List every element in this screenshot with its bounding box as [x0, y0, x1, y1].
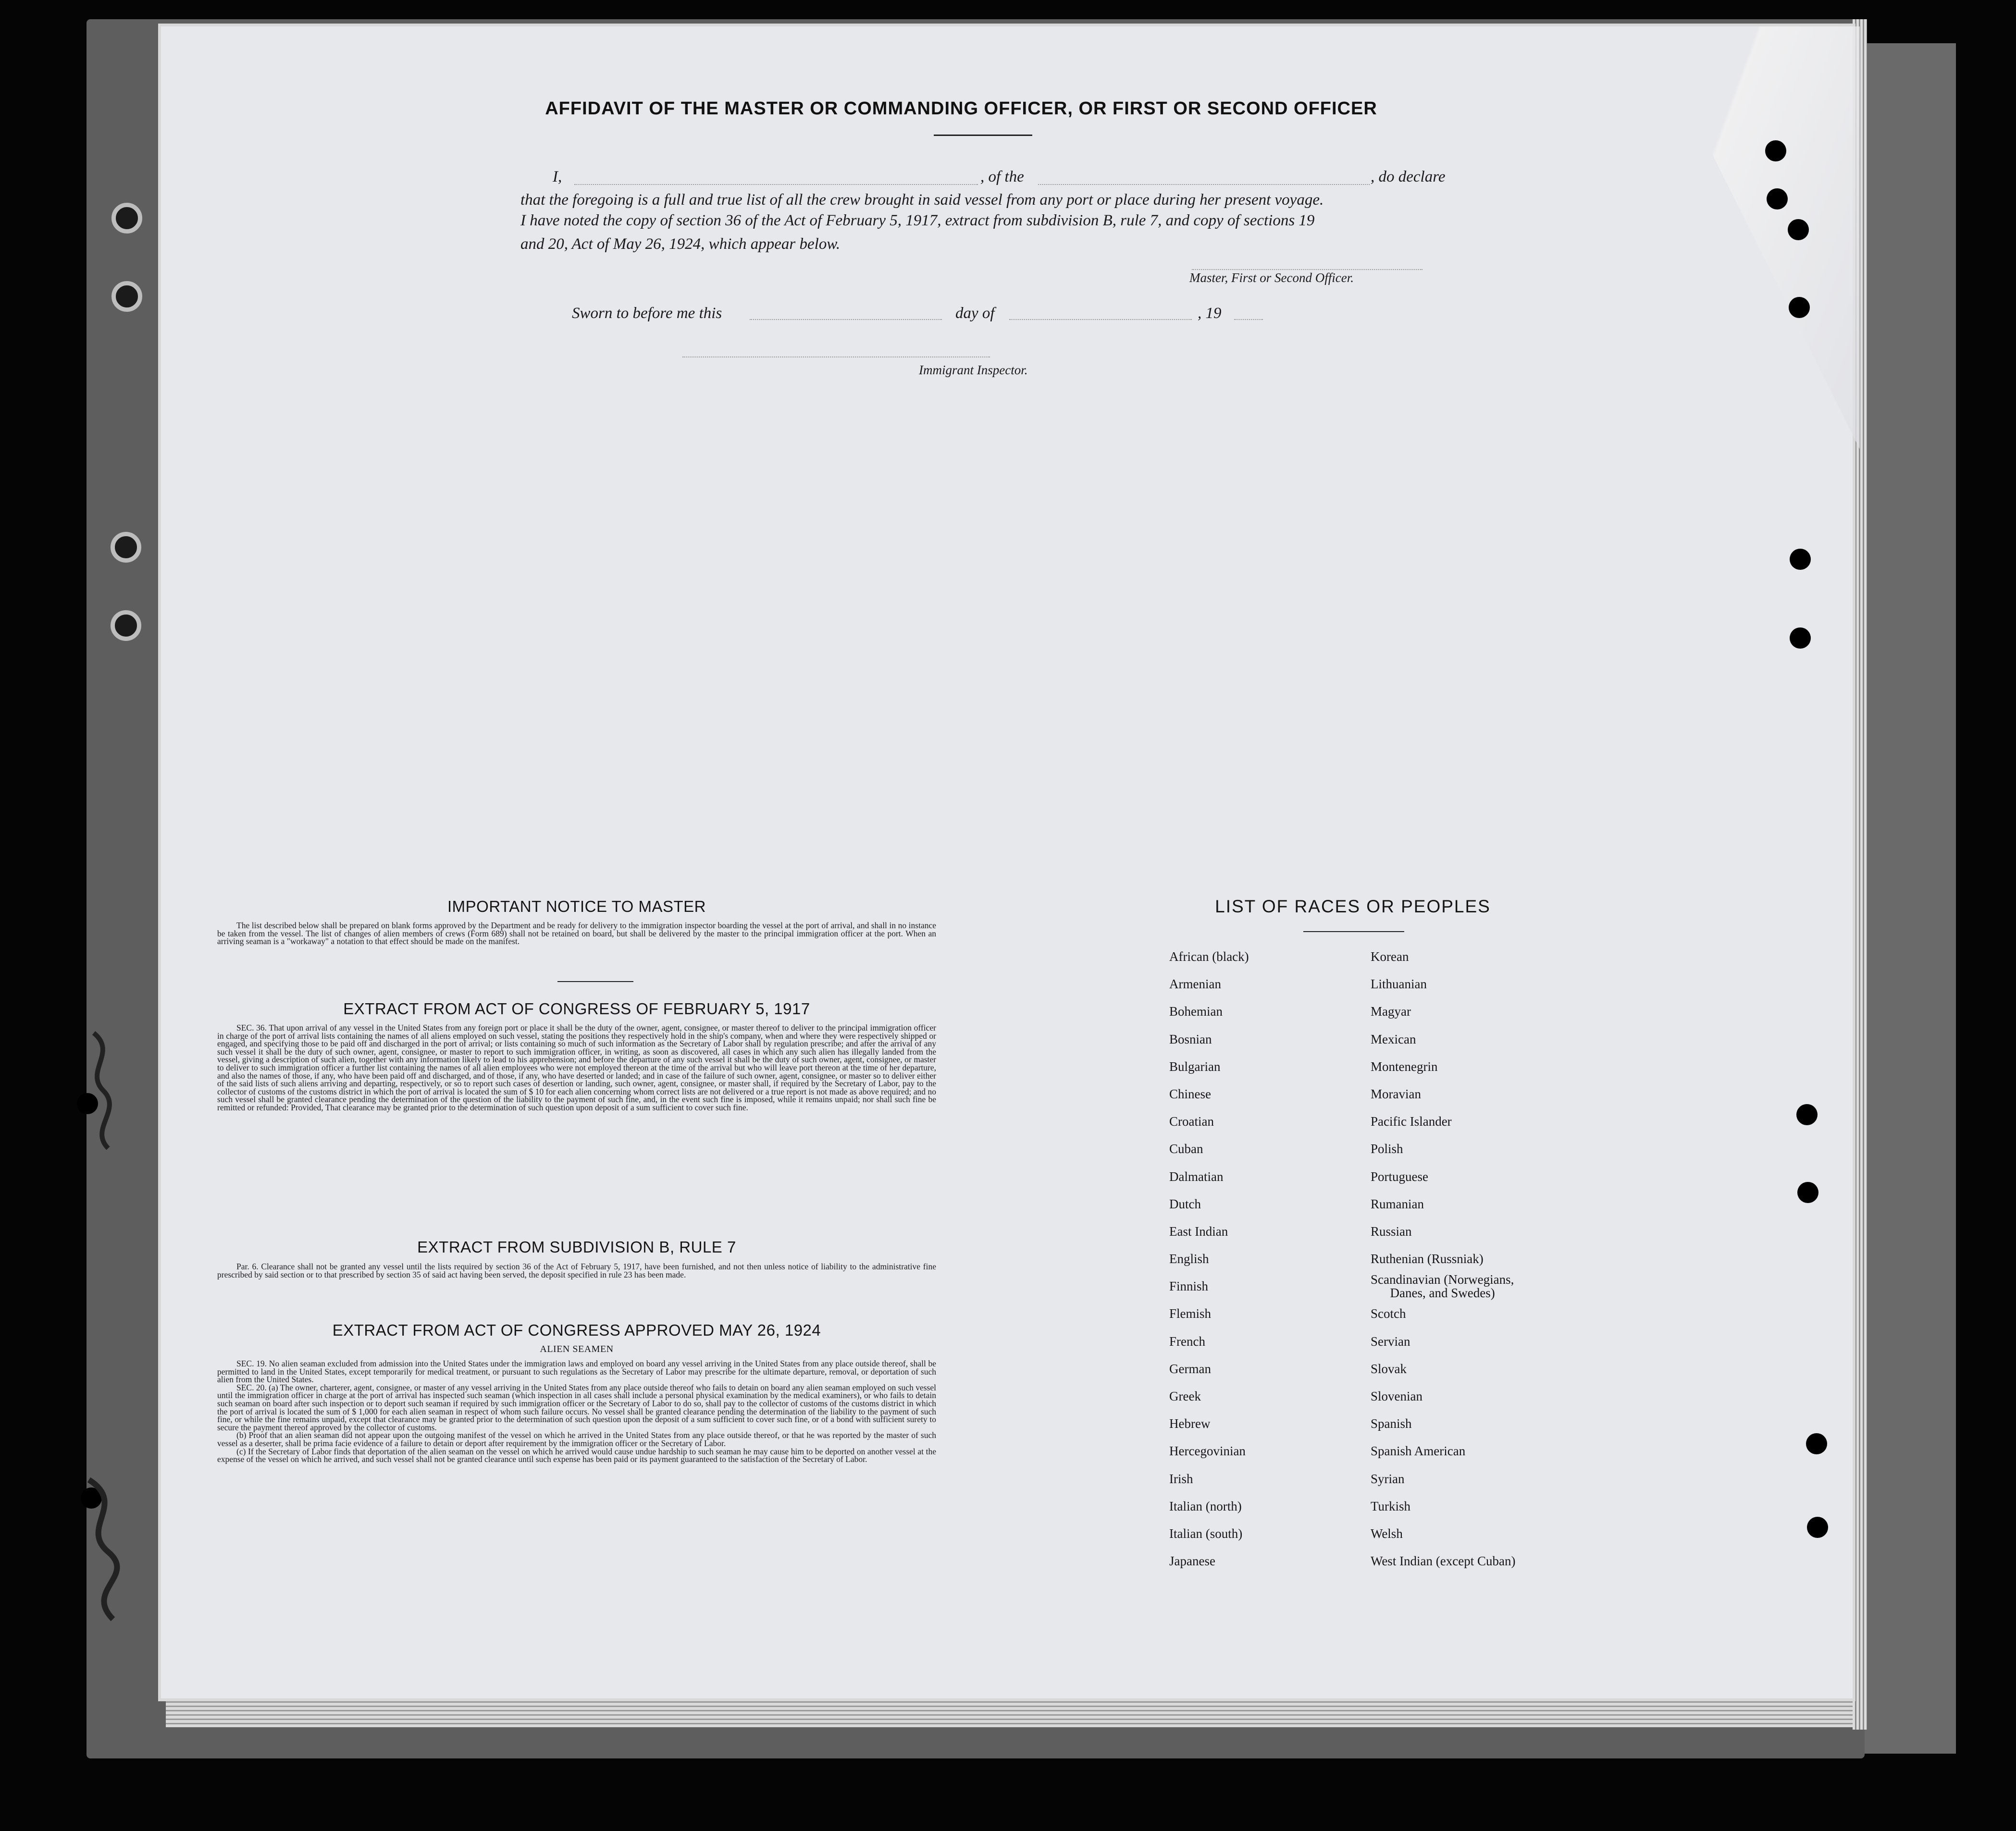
year-blank-line	[1234, 319, 1263, 320]
title-underline	[934, 135, 1032, 136]
punch-hole	[1797, 1182, 1818, 1203]
sec19-paragraph: SEC. 19. No alien seaman excluded from admission into the United States under the immigration laws and employed on board any vessel arriving in the United States from any place outside thereof, shall be permitted to land in the United States, except temporarily for medical treatment, or pursuant to such regulations as the Secretary of Labor may prescribe for the ultimate departure, removal, or deportation of such alien from the United States.	[217, 1359, 936, 1385]
sec20b-paragraph: (b) Proof that an alien seaman did not appear upon the outgoing manifest of the vessel on which he arrived in the United States from any place outside thereof, or that he was reported by the master of such vessel as a deserter, shall be prima facie evidence of a failure to detain or deport after requirement by the immigration officer or the Secretary of Labor.	[217, 1430, 936, 1448]
affidavit-body-line2: that the foregoing is a full and true list of all the crew brought in said vessel from any port or place during her present voyage.	[520, 191, 1324, 209]
punch-hole	[1788, 219, 1809, 240]
race-item: Slovak	[1371, 1361, 1407, 1376]
race-item: Magyar	[1371, 1004, 1411, 1019]
rule7-paragraph: Par. 6. Clearance shall not be granted any vessel until the lists required by section 36 of the Act of February 5, 1917, have been furnished, and not then unless notice of liability to the administrative fine prescribed by said section or to that prescribed by section 35 of said act having been served, the deposit specified in rule 23 has been made.	[217, 1262, 936, 1279]
race-item: Polish	[1371, 1142, 1403, 1156]
race-item: Italian (north)	[1169, 1499, 1242, 1513]
race-item: Welsh	[1371, 1526, 1403, 1541]
race-item: Russian	[1371, 1224, 1412, 1239]
affidavit-title: AFFIDAVIT OF THE MASTER OR COMMANDING OFFICER, OR FIRST OR SECOND OFFICER	[545, 98, 1377, 119]
race-item: Bulgarian	[1169, 1059, 1221, 1074]
race-item: Dutch	[1169, 1196, 1201, 1211]
race-item: Scotch	[1371, 1306, 1406, 1321]
punch-hole	[1807, 1517, 1828, 1538]
race-item: Pacific Islander	[1371, 1114, 1452, 1129]
sec20a-paragraph: SEC. 20. (a) The owner, charterer, agent, consignee, or master of any vessel arriving in the United States from any place outside thereof who fails to detain on board any alien seaman employed on such vessel until the immigration officer in charge at the port of arrival has inspected such seaman (which inspection in all cases shall include a personal physical examination by the medical examiners), or who fails to detain such seaman on board after such inspection or to deport such seaman if required by such immigration officer or the Secretary of Labor to do so, shall pay to the collector of customs of the customs district in which the port of arrival is located the sum of $ 1,000 for each alien seaman in respect of whom such failure occurs. No vessel shall be granted clearance pending the determination of the liability to the payment of such fine, or while the fine remains unpaid, except that clearance may be granted prior to the determination of such question upon the deposit of a sum sufficient to cover such fine, or of a bond with sufficient surety to secure the payment thereof approved by the collector of customs.	[217, 1382, 936, 1432]
notice-paragraph: The list described below shall be prepared on blank forms approved by the Department and be ready for delivery to the immigration inspector boarding the vessel at the port of arrival, and shall in no instance be taken from the vessel. The list of changes of alien members of crews (Form 689) shall not be retained on board, but shall be delivered by the master to the principal immigration officer at the port. When an arriving seaman is a "workaway" a notation to that effect should be made on the manifest.	[217, 921, 936, 946]
race-item: West Indian (except Cuban)	[1371, 1554, 1516, 1569]
race-item: Lithuanian	[1371, 977, 1427, 992]
sworn-month-line	[1009, 319, 1192, 320]
extract-1917-paragraph: SEC. 36. That upon arrival of any vessel in the United States from any foreign port or place it shall be the duty of the owner, agent, consignee, or master thereof to deliver to the principal immigration officer in charge of the port of arrival lists containing the names of all aliens employed on such vessel, stating the positions they respectively hold in the ship's company, when and where they were respectively shipped or engaged, and specifying those to be paid off and discharged in the port of arrival; or lists containing so much of such information as the Secretary of Labor shall by regulation prescribe; and after the arrival of any such vessel it shall be the duty of such owner, agent, consignee, or master to report to such immigration officer, in writing, as soon as discovered, all cases in which any such alien has illegally landed from the vessel, giving a description of such alien, together with any information likely to lead to his apprehension; and before the departure of any such vessel it shall be the duty of such owner, agent, consignee, or master to deliver to such immigration officer a further list containing the names of all alien employees who were not employed thereon at the time of the arrival but who will leave port thereon at the time of her departure, and also the names of those, if any, who have been paid off and discharged, and of those, if any, who have deserted or landed; and in case of the failure of such owner, agent, consignee, or master so to deliver either of the said lists of such aliens arriving and departing, respectively, or so to report such cases of desertion or landing, such owner, agent, consignee, or master shall, if required by the Secretary of Labor, pay to the collector of customs of the customs district in which the port of arrival is located the sum of $ 10 for each alien concerning whom correct lists are not delivered or a true report is not made as above required; and no such vessel shall be granted clearance pending the determination of the question of the liability to the payment of such fine, and, in the event such fine is imposed, while it remains unpaid; nor shall such fine be remitted or refunded: Provided, That clearance may be granted prior to the determination of such question upon deposit of a sum sufficient to cover such fine.	[217, 1023, 936, 1112]
race-item: Cuban	[1169, 1142, 1203, 1156]
punch-hole	[1767, 188, 1788, 209]
race-item: Bohemian	[1169, 1004, 1223, 1019]
vessel-blank-line	[1038, 184, 1370, 185]
races-title: LIST OF RACES OR PEOPLES	[1215, 897, 1491, 916]
race-item: Japanese	[1169, 1554, 1215, 1569]
affidavit-of-the-label: , of the	[980, 168, 1024, 185]
race-item: French	[1169, 1334, 1205, 1349]
year-label: , 19	[1198, 305, 1222, 322]
race-item: Ruthenian (Russniak)	[1371, 1252, 1484, 1266]
sec20c-paragraph: (c) If the Secretary of Labor finds that deportation of the alien seaman on the vessel on which he arrived would cause undue hardship to such seaman he may cause him to be deported on another vessel at the expense of the vessel on which he arrived, and such vessel shall not be granted clearance until such expense has been paid or its payment guaranteed to the satisfaction of the Secretary of Labor.	[217, 1446, 936, 1464]
affidavit-body-line3: I have noted the copy of section 36 of the Act of February 5, 1917, extract from subdivision B, rule 7, and copy of sections 19	[520, 212, 1315, 229]
ring-hole	[111, 610, 141, 641]
affidavit-i-label: I,	[553, 168, 562, 185]
signature-line	[1192, 269, 1422, 270]
race-item: Chinese	[1169, 1086, 1211, 1101]
race-item: Korean	[1371, 949, 1409, 964]
race-item: Greek	[1169, 1389, 1201, 1403]
race-item: Servian	[1371, 1334, 1410, 1349]
affidavit-body-line4: and 20, Act of May 26, 1924, which appear below.	[520, 235, 841, 253]
race-item: Spanish	[1371, 1416, 1412, 1431]
extract-1924-text	[217, 1360, 936, 1463]
race-item: Turkish	[1371, 1499, 1411, 1513]
race-item: Hercegovinian	[1169, 1444, 1246, 1459]
alien-seamen-subtitle: ALIEN SEAMEN	[540, 1344, 614, 1354]
race-item: Portuguese	[1371, 1169, 1428, 1184]
punch-hole	[1790, 549, 1811, 570]
signature-label: Master, First or Second Officer.	[1189, 270, 1354, 285]
section-divider	[557, 981, 633, 982]
races-column-1	[1169, 943, 1249, 1575]
handwritten-marks	[74, 1023, 132, 1658]
sworn-label: Sworn to before me this	[572, 305, 722, 322]
race-item: Mexican	[1371, 1032, 1416, 1046]
races-column-2	[1371, 943, 1515, 1575]
race-item: English	[1169, 1252, 1209, 1266]
ring-hole	[111, 203, 142, 233]
punch-hole	[1789, 297, 1810, 318]
affidavit-declare-label: , do declare	[1371, 168, 1446, 185]
notice-text	[217, 922, 936, 946]
extract-1924-title: EXTRACT FROM ACT OF CONGRESS APPROVED MAY 26, 1924	[332, 1321, 821, 1339]
ring-hole	[111, 281, 142, 312]
race-item: Rumanian	[1371, 1196, 1424, 1211]
rule7-text	[217, 1263, 936, 1278]
race-item: Croatian	[1169, 1114, 1214, 1129]
day-of-label: day of	[955, 305, 995, 322]
punch-hole	[1806, 1433, 1827, 1454]
backing-sheet-edge	[1865, 43, 1956, 1754]
race-item: Dalmatian	[1169, 1169, 1224, 1184]
race-item: Finnish	[1169, 1279, 1209, 1294]
race-item: Hebrew	[1169, 1416, 1211, 1431]
race-item: German	[1169, 1361, 1211, 1376]
race-item: Moravian	[1371, 1086, 1421, 1101]
sworn-day-line	[750, 319, 942, 320]
race-item: Scandinavian (Norwegians, Danes, and Swedes)	[1371, 1272, 1514, 1301]
race-item: Armenian	[1169, 977, 1221, 992]
extract-1917-text	[217, 1024, 936, 1112]
stacked-page-edges-bottom	[166, 1698, 1853, 1727]
races-title-underline	[1303, 931, 1404, 932]
inspector-label: Immigrant Inspector.	[919, 363, 1028, 377]
extract-1917-title: EXTRACT FROM ACT OF CONGRESS OF FEBRUARY 5, 1917	[343, 1000, 810, 1018]
race-item: Montenegrin	[1371, 1059, 1438, 1074]
notice-title: IMPORTANT NOTICE TO MASTER	[447, 897, 706, 915]
race-item: Bosnian	[1169, 1032, 1212, 1046]
race-item: Flemish	[1169, 1306, 1212, 1321]
ring-hole	[111, 532, 141, 563]
name-blank-line	[574, 184, 978, 185]
punch-hole	[1796, 1104, 1818, 1125]
race-item: Italian (south)	[1169, 1526, 1243, 1541]
inspector-signature-line	[682, 356, 990, 357]
race-item: Syrian	[1371, 1471, 1405, 1486]
race-item: Slovenian	[1371, 1389, 1422, 1403]
race-item: African (black)	[1169, 949, 1249, 964]
punch-hole	[1790, 627, 1811, 649]
race-item: East Indian	[1169, 1224, 1228, 1239]
rule7-title: EXTRACT FROM SUBDIVISION B, RULE 7	[417, 1238, 736, 1256]
punch-hole	[1765, 140, 1786, 161]
race-item: Irish	[1169, 1471, 1193, 1486]
race-item: Spanish American	[1371, 1444, 1466, 1459]
